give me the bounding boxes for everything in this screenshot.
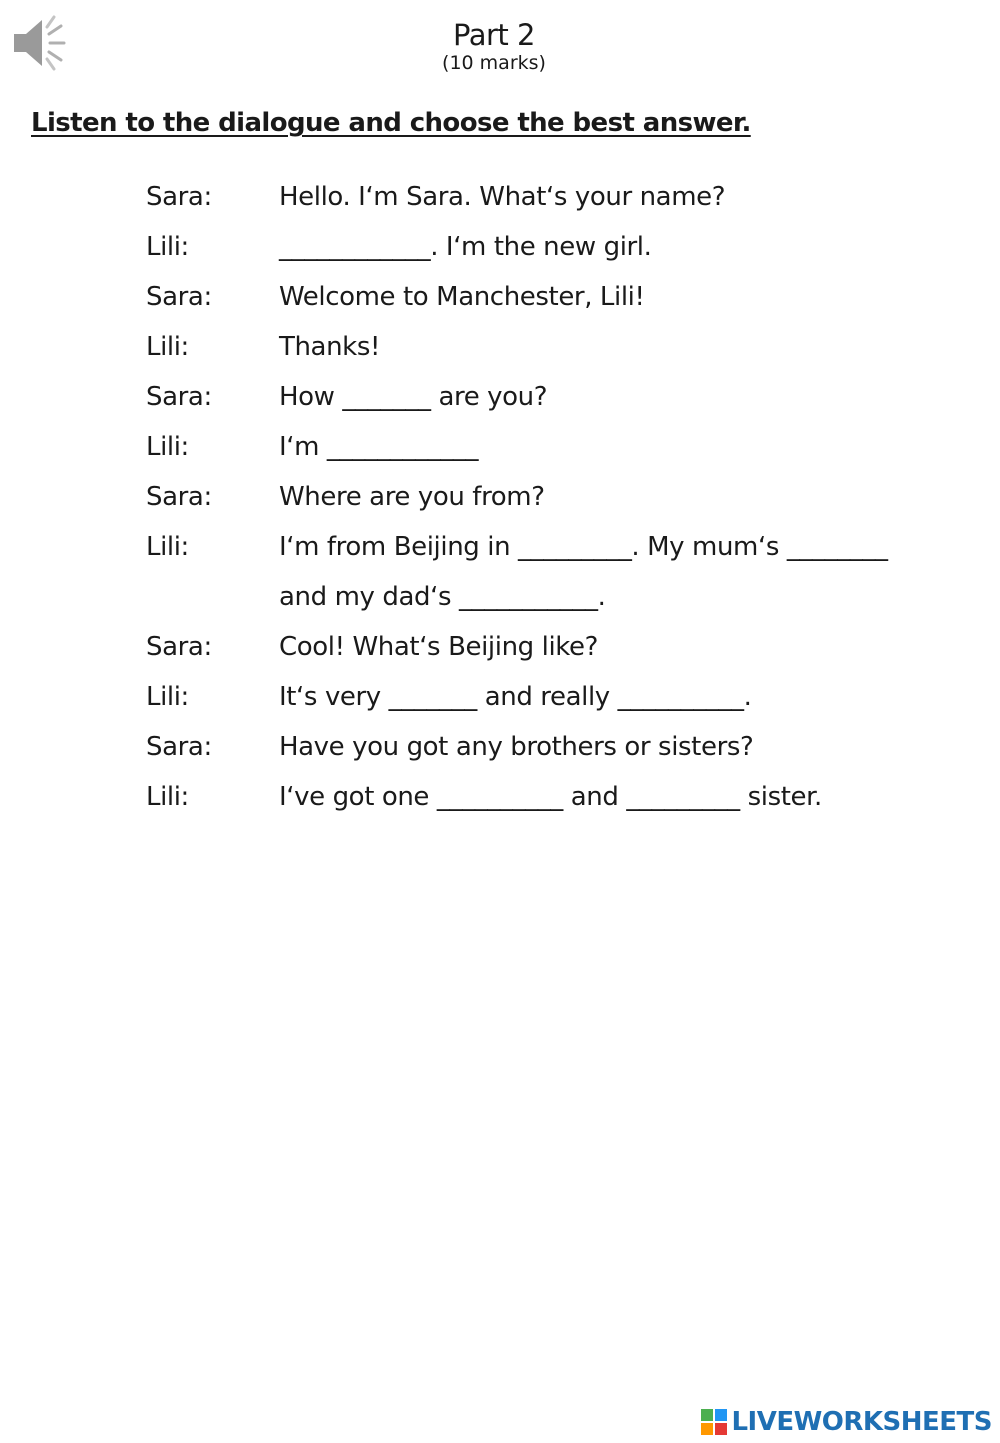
dialogue-text: Welcome to Manchester, Lili! — [279, 282, 645, 312]
dialogue — [146, 172, 966, 822]
speaker-name: Sara: — [146, 282, 212, 312]
dialogue-text: Cool! What‘s Beijing like? — [279, 632, 598, 662]
dialogue-text: Have you got any brothers or sisters? — [279, 732, 754, 762]
dialogue-line — [146, 472, 966, 522]
part-marks: (10 marks) — [442, 52, 546, 74]
speaker-name: Lili: — [146, 332, 189, 362]
speaker-name: Sara: — [146, 632, 212, 662]
liveworksheets-logo-icon — [701, 1409, 727, 1435]
dialogue-line — [146, 772, 966, 822]
speaker-name: Sara: — [146, 182, 212, 212]
logo-text: LIVEWORKSHEETS — [731, 1407, 992, 1437]
dialogue-text: How _______ are you? — [279, 382, 548, 412]
dialogue-text: Where are you from? — [279, 482, 545, 512]
worksheet-header — [0, 18, 988, 74]
dialogue-line — [146, 272, 966, 322]
dialogue-line — [146, 622, 966, 672]
speaker-name: Sara: — [146, 382, 212, 412]
speaker-name: Lili: — [146, 682, 189, 712]
instruction-heading: Listen to the dialogue and choose the best answer. — [31, 108, 751, 138]
dialogue-text: It‘s very _______ and really __________. — [279, 682, 752, 712]
part-title: Part 2 — [453, 18, 535, 52]
speaker-name: Lili: — [146, 532, 189, 562]
speaker-name: Sara: — [146, 482, 212, 512]
dialogue-line — [146, 322, 966, 372]
dialogue-text: Thanks! — [279, 332, 380, 362]
liveworksheets-logo[interactable] — [701, 1407, 992, 1437]
dialogue-line — [146, 572, 966, 622]
speaker-name: Lili: — [146, 782, 189, 812]
dialogue-text: and my dad‘s ___________. — [279, 582, 606, 612]
dialogue-line — [146, 172, 966, 222]
dialogue-line — [146, 672, 966, 722]
speaker-name: Lili: — [146, 432, 189, 462]
speaker-name: Sara: — [146, 732, 212, 762]
dialogue-text: ____________. I‘m the new girl. — [279, 232, 652, 262]
dialogue-line — [146, 372, 966, 422]
dialogue-line — [146, 522, 966, 572]
dialogue-text: Hello. I‘m Sara. What‘s your name? — [279, 182, 726, 212]
dialogue-text: I‘m ____________ — [279, 432, 479, 462]
speaker-name: Lili: — [146, 232, 189, 262]
dialogue-text: I‘m from Beijing in _________. My mum‘s ________ — [279, 532, 888, 562]
dialogue-line — [146, 222, 966, 272]
dialogue-line — [146, 422, 966, 472]
dialogue-line — [146, 722, 966, 772]
dialogue-text: I‘ve got one __________ and _________ sister. — [279, 782, 822, 812]
